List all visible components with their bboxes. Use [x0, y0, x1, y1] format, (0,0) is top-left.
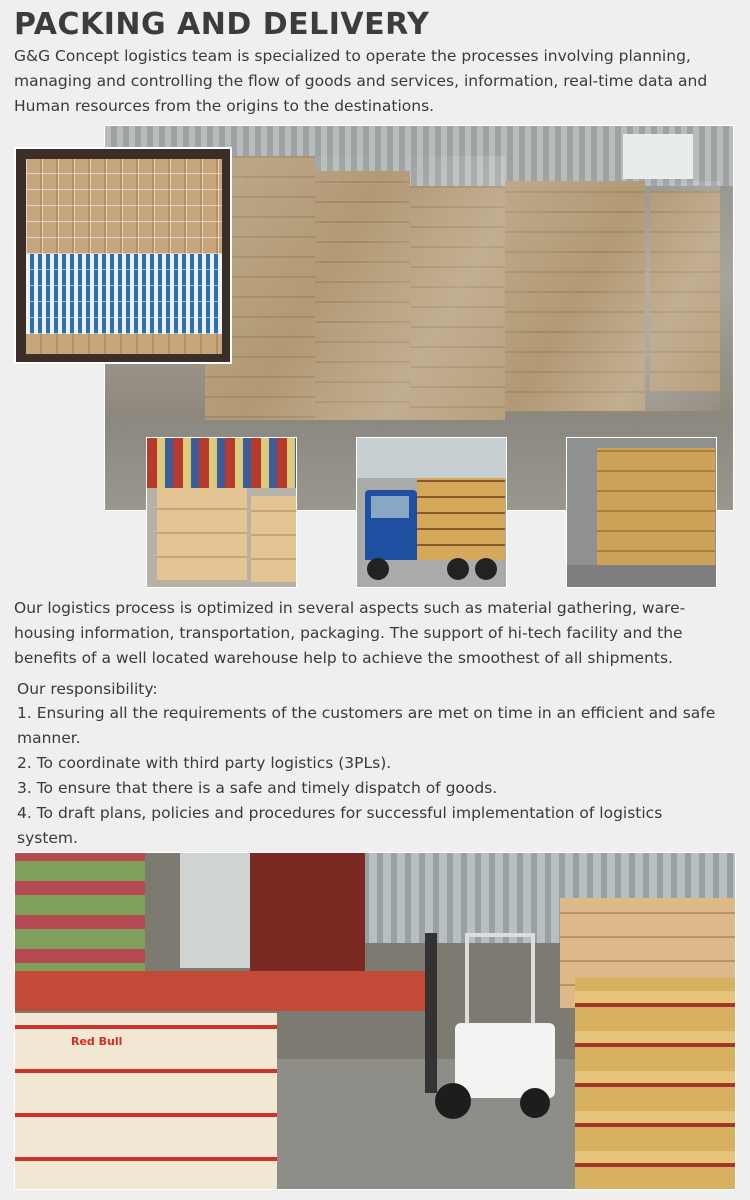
- responsibility-title: Our responsibility:: [17, 680, 158, 698]
- list-item: 4. To draft plans, policies and procedures for successful implementation of logistics system.: [17, 804, 663, 847]
- list-item: 1. Ensuring all the requirements of the customers are met on time in an efficient and safe manner.: [17, 704, 716, 747]
- wrapped-pallet-photo: [566, 437, 717, 588]
- container-loading-photo: [14, 147, 232, 364]
- intro-text: G&G Concept logistics team is specialized to operate the processes involving planning, managing and controlling the flow of goods and services, information, real-time data and Human resources from the origins to the destinations.: [14, 47, 708, 115]
- truck-loading-photo: [356, 437, 507, 588]
- forklift: [425, 933, 555, 1123]
- photo-brand-label: Red Bull: [71, 1035, 123, 1048]
- boxed-goods-photo: [146, 437, 297, 588]
- page-title: PACKING AND DELIVERY: [14, 7, 430, 42]
- list-item: 2. To coordinate with third party logistics (3PLs).: [17, 754, 392, 772]
- process-paragraph: Our logistics process is optimized in several aspects such as material gathering, ware-housing information, transportation, packaging. The support of hi-tech facility and the benefits of a well located warehouse help to achieve the smoothest of all shipments.: [14, 599, 686, 667]
- responsibility-list: [17, 701, 717, 851]
- list-item: 3. To ensure that there is a safe and timely dispatch of goods.: [17, 779, 498, 797]
- forklift-warehouse-photo: [14, 852, 736, 1190]
